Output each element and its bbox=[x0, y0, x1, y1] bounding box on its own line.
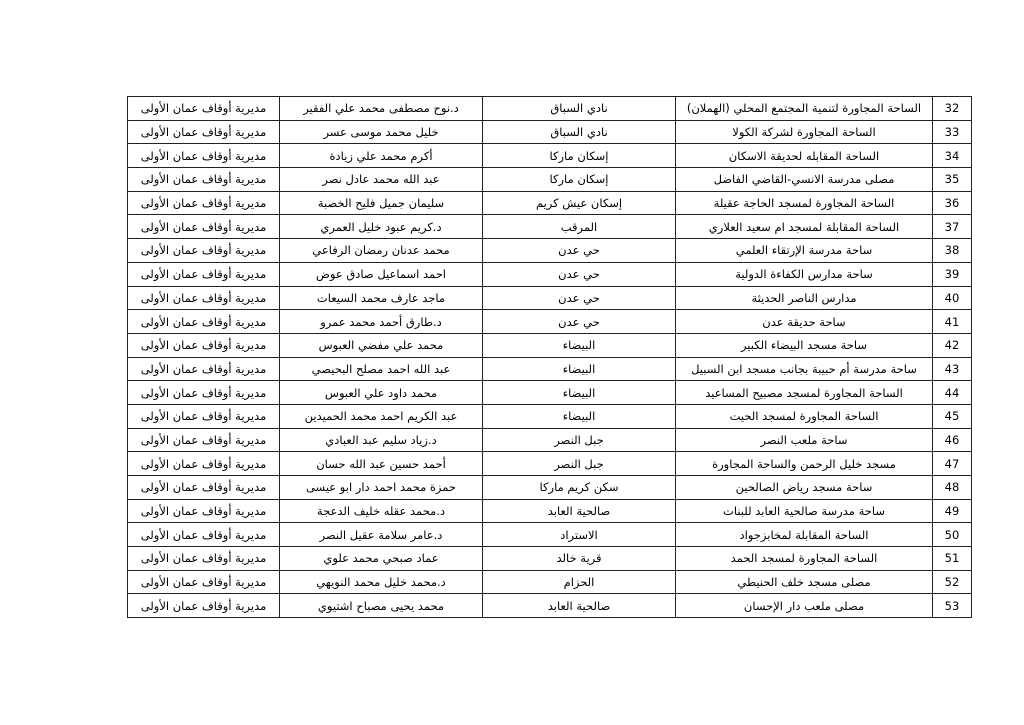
directorate-cell: مديرية أوقاف عمان الأولى bbox=[128, 428, 280, 452]
area-cell: جبل النصر bbox=[483, 428, 676, 452]
table-row bbox=[128, 570, 972, 594]
person-name-cell: سليمان جميل فليح الخصبة bbox=[280, 191, 483, 215]
place-cell: مصلى مدرسة الانسي-القاضي الفاضل bbox=[676, 168, 933, 192]
place-cell: ساحة مسجد رياض الصالحين bbox=[676, 476, 933, 500]
place-cell: ساحة مسجد البيضاء الكبير bbox=[676, 333, 933, 357]
place-cell: مدارس الناصر الحديثة bbox=[676, 286, 933, 310]
table-body bbox=[128, 97, 972, 618]
area-cell: جبل النصر bbox=[483, 452, 676, 476]
directorate-cell: مديرية أوقاف عمان الأولى bbox=[128, 523, 280, 547]
directorate-cell: مديرية أوقاف عمان الأولى bbox=[128, 215, 280, 239]
place-cell: الساحة المقابلة لمسجد ام سعيد العلاري bbox=[676, 215, 933, 239]
table-row bbox=[128, 144, 972, 168]
directorate-cell: مديرية أوقاف عمان الأولى bbox=[128, 262, 280, 286]
table-row bbox=[128, 310, 972, 334]
person-name-cell: عبد الكريم احمد محمد الحميدين bbox=[280, 404, 483, 428]
place-cell: الساحة المجاورة لشركة الكولا bbox=[676, 120, 933, 144]
person-name-cell: د.محمد عقله خليف الدعجة bbox=[280, 499, 483, 523]
row-number-cell: 50 bbox=[933, 523, 972, 547]
table-row bbox=[128, 381, 972, 405]
row-number-cell: 49 bbox=[933, 499, 972, 523]
directorate-cell: مديرية أوقاف عمان الأولى bbox=[128, 168, 280, 192]
person-name-cell: محمد داود علي العبوس bbox=[280, 381, 483, 405]
table-row bbox=[128, 168, 972, 192]
area-cell: إسكان عيش كريم bbox=[483, 191, 676, 215]
place-cell: مصلى مسجد خلف الحنيطي bbox=[676, 570, 933, 594]
directorate-cell: مديرية أوقاف عمان الأولى bbox=[128, 594, 280, 618]
person-name-cell: د.محمد خليل محمد النويهي bbox=[280, 570, 483, 594]
table-row bbox=[128, 262, 972, 286]
place-cell: مصلى ملعب دار الإحسان bbox=[676, 594, 933, 618]
directorate-cell: مديرية أوقاف عمان الأولى bbox=[128, 333, 280, 357]
area-cell: البيضاء bbox=[483, 357, 676, 381]
table-row bbox=[128, 215, 972, 239]
row-number-cell: 36 bbox=[933, 191, 972, 215]
area-cell: حي عدن bbox=[483, 286, 676, 310]
area-cell: نادي السباق bbox=[483, 97, 676, 121]
table-row bbox=[128, 286, 972, 310]
person-name-cell: عماد صبحي محمد علوي bbox=[280, 547, 483, 571]
row-number-cell: 52 bbox=[933, 570, 972, 594]
directorate-cell: مديرية أوقاف عمان الأولى bbox=[128, 144, 280, 168]
row-number-cell: 35 bbox=[933, 168, 972, 192]
locations-table bbox=[127, 96, 972, 618]
row-number-cell: 38 bbox=[933, 239, 972, 263]
row-number-cell: 37 bbox=[933, 215, 972, 239]
person-name-cell: د.عامر سلامة عقيل النصر bbox=[280, 523, 483, 547]
directorate-cell: مديرية أوقاف عمان الأولى bbox=[128, 476, 280, 500]
directorate-cell: مديرية أوقاف عمان الأولى bbox=[128, 452, 280, 476]
place-cell: الساحة المجاورة لتنمية المجتمع المحلي (الهملان) bbox=[676, 97, 933, 121]
table-row bbox=[128, 357, 972, 381]
table-row bbox=[128, 594, 972, 618]
directorate-cell: مديرية أوقاف عمان الأولى bbox=[128, 381, 280, 405]
person-name-cell: د.كريم عبود خليل العمري bbox=[280, 215, 483, 239]
directorate-cell: مديرية أوقاف عمان الأولى bbox=[128, 191, 280, 215]
area-cell: البيضاء bbox=[483, 404, 676, 428]
row-number-cell: 33 bbox=[933, 120, 972, 144]
person-name-cell: محمد يحيى مصباح اشتيوي bbox=[280, 594, 483, 618]
row-number-cell: 44 bbox=[933, 381, 972, 405]
area-cell: المرقب bbox=[483, 215, 676, 239]
area-cell: إسكان ماركا bbox=[483, 168, 676, 192]
area-cell: قرية خالد bbox=[483, 547, 676, 571]
directorate-cell: مديرية أوقاف عمان الأولى bbox=[128, 404, 280, 428]
table-row bbox=[128, 191, 972, 215]
row-number-cell: 32 bbox=[933, 97, 972, 121]
directorate-cell: مديرية أوقاف عمان الأولى bbox=[128, 570, 280, 594]
row-number-cell: 43 bbox=[933, 357, 972, 381]
place-cell: مسجد خليل الرحمن والساحة المجاورة bbox=[676, 452, 933, 476]
area-cell: البيضاء bbox=[483, 381, 676, 405]
person-name-cell: د.زياد سليم عبد العبادي bbox=[280, 428, 483, 452]
place-cell: ساحة مدرسة الإرتقاء العلمي bbox=[676, 239, 933, 263]
table-row bbox=[128, 333, 972, 357]
place-cell: ساحة مدارس الكفاءة الدولية bbox=[676, 262, 933, 286]
person-name-cell: حمزة محمد احمد دار ابو عيسى bbox=[280, 476, 483, 500]
table-row bbox=[128, 97, 972, 121]
place-cell: ساحة ملعب النصر bbox=[676, 428, 933, 452]
person-name-cell: أحمد حسين عبد الله حسان bbox=[280, 452, 483, 476]
table-row bbox=[128, 239, 972, 263]
area-cell: الاستراد bbox=[483, 523, 676, 547]
place-cell: ساحة مدرسة صالحية العابد للبنات bbox=[676, 499, 933, 523]
table-row bbox=[128, 452, 972, 476]
place-cell: الساحة المجاورة لمسجد مصبيح المساعيد bbox=[676, 381, 933, 405]
person-name-cell: محمد علي مفضي العبوس bbox=[280, 333, 483, 357]
person-name-cell: عبد الله محمد عادل نصر bbox=[280, 168, 483, 192]
person-name-cell: محمد عدنان رمضان الرفاعي bbox=[280, 239, 483, 263]
table-row bbox=[128, 523, 972, 547]
person-name-cell: عبد الله احمد مصلح البحيصي bbox=[280, 357, 483, 381]
directorate-cell: مديرية أوقاف عمان الأولى bbox=[128, 239, 280, 263]
table-row bbox=[128, 547, 972, 571]
area-cell: صالحية العابد bbox=[483, 594, 676, 618]
directorate-cell: مديرية أوقاف عمان الأولى bbox=[128, 499, 280, 523]
area-cell: حي عدن bbox=[483, 239, 676, 263]
row-number-cell: 42 bbox=[933, 333, 972, 357]
row-number-cell: 34 bbox=[933, 144, 972, 168]
row-number-cell: 53 bbox=[933, 594, 972, 618]
directorate-cell: مديرية أوقاف عمان الأولى bbox=[128, 120, 280, 144]
row-number-cell: 40 bbox=[933, 286, 972, 310]
row-number-cell: 41 bbox=[933, 310, 972, 334]
row-number-cell: 46 bbox=[933, 428, 972, 452]
directorate-cell: مديرية أوقاف عمان الأولى bbox=[128, 310, 280, 334]
place-cell: الساحة المقابله لحديقة الاسكان bbox=[676, 144, 933, 168]
area-cell: سكن كريم ماركا bbox=[483, 476, 676, 500]
area-cell: حي عدن bbox=[483, 310, 676, 334]
place-cell: الساحة المجاورة لمسجد الحاجة عقيلة bbox=[676, 191, 933, 215]
person-name-cell: احمد اسماعيل صادق عوض bbox=[280, 262, 483, 286]
area-cell: نادي السباق bbox=[483, 120, 676, 144]
person-name-cell: د.نوح مصطفى محمد علي الفقير bbox=[280, 97, 483, 121]
area-cell: إسكان ماركا bbox=[483, 144, 676, 168]
area-cell: البيضاء bbox=[483, 333, 676, 357]
area-cell: حي عدن bbox=[483, 262, 676, 286]
table-row bbox=[128, 120, 972, 144]
row-number-cell: 45 bbox=[933, 404, 972, 428]
directorate-cell: مديرية أوقاف عمان الأولى bbox=[128, 357, 280, 381]
person-name-cell: خليل محمد موسى عسر bbox=[280, 120, 483, 144]
row-number-cell: 51 bbox=[933, 547, 972, 571]
table-row bbox=[128, 476, 972, 500]
row-number-cell: 47 bbox=[933, 452, 972, 476]
row-number-cell: 48 bbox=[933, 476, 972, 500]
area-cell: الحزام bbox=[483, 570, 676, 594]
directorate-cell: مديرية أوقاف عمان الأولى bbox=[128, 97, 280, 121]
place-cell: الساحة المجاورة لمسجد الحيت bbox=[676, 404, 933, 428]
area-cell: صالحية العابد bbox=[483, 499, 676, 523]
directorate-cell: مديرية أوقاف عمان الأولى bbox=[128, 286, 280, 310]
table-row bbox=[128, 499, 972, 523]
place-cell: ساحة حديقة عدن bbox=[676, 310, 933, 334]
person-name-cell: أكرم محمد علي زيادة bbox=[280, 144, 483, 168]
table-row bbox=[128, 404, 972, 428]
place-cell: ساحة مدرسة أم حبيبة بجانب مسجد ابن السبيل bbox=[676, 357, 933, 381]
table-row bbox=[128, 428, 972, 452]
place-cell: الساحة المقابلة لمخابزجواد bbox=[676, 523, 933, 547]
row-number-cell: 39 bbox=[933, 262, 972, 286]
directorate-cell: مديرية أوقاف عمان الأولى bbox=[128, 547, 280, 571]
place-cell: الساحة المجاورة لمسجد الحمد bbox=[676, 547, 933, 571]
person-name-cell: د.طارق أحمد محمد عمرو bbox=[280, 310, 483, 334]
person-name-cell: ماجد عارف محمد السيعات bbox=[280, 286, 483, 310]
